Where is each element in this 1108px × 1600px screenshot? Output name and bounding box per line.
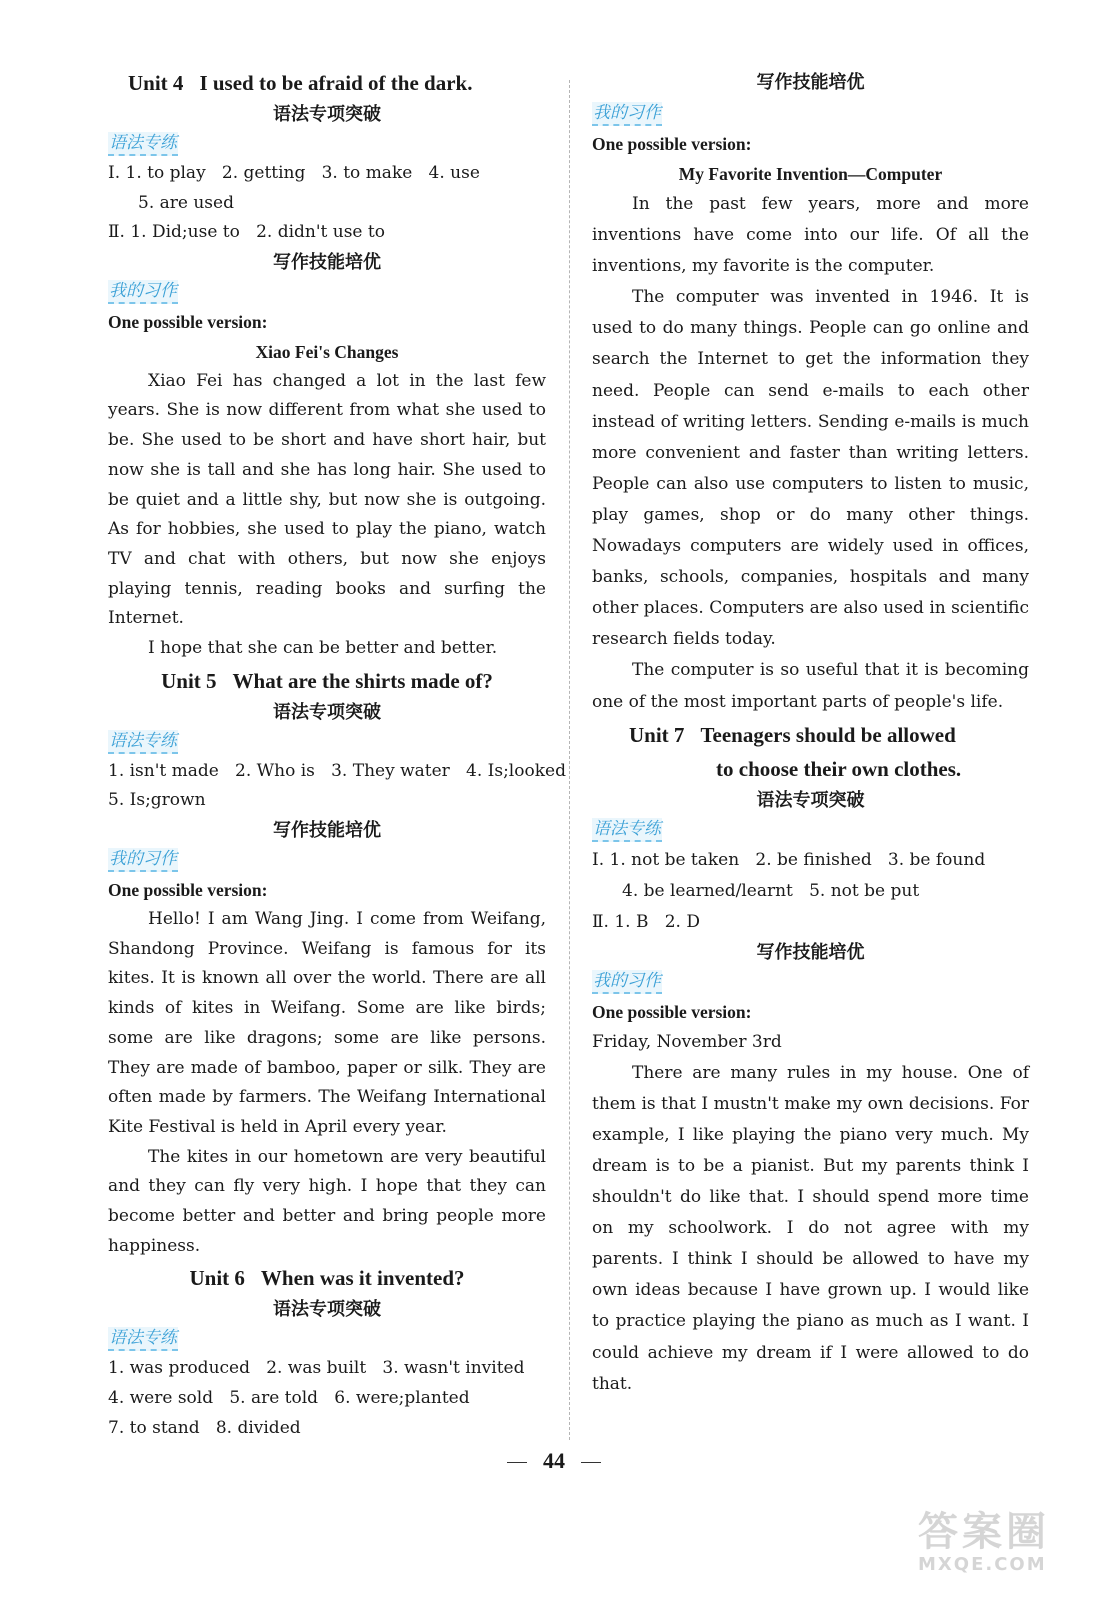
unit7-writing-heading: 写作技能培优 [756,941,865,963]
unit5-title [108,664,546,698]
unit5-grammar-line-1: 1. isn't made 2. Who is 3. They water 4. Is;looked [108,760,566,781]
left-column [108,66,566,1443]
watermark-url: MXQE.COM [918,1554,1047,1575]
unit7-grammar-heading: 语法专项突破 [756,789,865,811]
unit7-title [592,718,1029,786]
unit4-grammar-tag: 语法专练 [108,132,178,156]
unit4-grammar-line-3: Ⅱ. 1. Did;use to 2. didn't use to [108,222,385,243]
unit6-grammar-tag: 语法专练 [108,1327,178,1351]
unit6-grammar-line-3: 7. to stand 8. divided [108,1417,301,1438]
watermark-text: 答案圈 [918,1509,1050,1555]
unit6-version-label: One possible version: [592,134,752,154]
unit7-grammar-line-2: 4. be learned/learnt 5. not be put [622,880,920,901]
unit6-essay-title: My Favorite Invention—Computer [678,164,943,184]
unit4-essay-para-2: I hope that she can be better and better. [148,638,498,659]
unit4-writing-tag: 我的习作 [108,280,178,304]
unit7-title-line-1: Teenagers should be allowed [700,722,956,747]
unit6-grammar-heading: 语法专项突破 [273,1299,381,1321]
right-column [592,66,1029,1400]
unit7-grammar-tag: 语法专练 [592,818,662,842]
unit6-title [108,1261,546,1295]
unit5-version-label: One possible version: [108,880,268,900]
unit6-essay-para-3: The computer is so useful that it is becoming one of the most important parts of people's life. [592,660,1029,712]
column-divider [569,80,570,1440]
unit4-title-text: I used to be afraid of the dark. [199,71,473,95]
unit6-essay-para-2: The computer was invented in 1946. It is used to do many things. People can go online and search the Internet to get the information they need. People can send e-mails to each other instead of writing letters. Sending e-mails is much more convenient and faster than writing letters. People can also use computers to listen to music, play games, shop or do many other things. Nowadays computers are widely used in offices, banks, schools, companies, hospitals and many other places. Computers are also used in scientific research fields today. [592,287,1029,650]
page-number [0,1448,1108,1474]
unit6-number: Unit 6 [189,1266,245,1291]
unit6-essay-para-1: In the past few years, more and more inventions have come into our life. Of all the inventions, my favorite is the computer. [592,194,1029,277]
unit5-essay-para-2: The kites in our hometown are very beautiful and they can fly very high. I hope that they can become better and better and bring people more happiness. [108,1146,546,1256]
unit6-grammar-line-2: 4. were sold 5. are told 6. were;planted [108,1388,470,1409]
unit5-grammar-tag: 语法专练 [108,730,178,754]
unit7-grammar-line-1: Ⅰ. 1. not be taken 2. be finished 3. be found [592,849,986,870]
unit4-title [108,66,546,100]
unit4-version-label: One possible version: [108,311,268,332]
unit7-diary-date: Friday, November 3rd [592,1031,782,1052]
watermark-logo [918,1510,1090,1582]
unit6-grammar-line-1: 1. was produced 2. was built 3. wasn't invited [108,1358,525,1379]
unit6-writing-heading: 写作技能培优 [756,72,865,93]
unit4-essay-para-1: Xiao Fei has changed a lot in the last few years. She is now different from what she used to be. She used to be short and have short hair, but now she is tall and she has long hair. She used to be quiet and a little shy, but now she is outgoing. As for hobbies, she used to play the piano, watch TV and chat with others, but now she enjoys playing tennis, reading books and surfing the Internet. [108,370,546,629]
unit4-writing-heading: 写作技能培优 [273,251,381,273]
unit5-grammar-heading: 语法专项突破 [273,701,381,723]
unit7-title-line-2: to choose their own clothes. [716,756,962,781]
unit5-essay-para-1: Hello! I am Wang Jing. I come from Weifang, Shandong Province. Weifang is famous for its kites. It is known all over the world. There are all kinds of kites in Weifang. Some are like birds; some are like dragons; some are like persons. They are made of bamboo, paper or silk. They are often made by farmers. The Weifang International Kite Festival is held in April every year. [108,909,546,1137]
unit4-grammar-line-2: 5. are used [138,192,234,213]
page-number-text: 44 [543,1448,565,1473]
unit5-number: Unit 5 [161,668,217,693]
unit5-writing-tag: 我的习作 [108,848,178,872]
unit4-essay-title: Xiao Fei's Changes [255,341,399,362]
unit7-writing-tag: 我的习作 [592,970,662,994]
unit5-writing-heading: 写作技能培优 [273,820,381,841]
unit4-number: Unit 4 [128,71,184,95]
unit7-essay-para-1: There are many rules in my house. One of them is that I mustn't make my own decisions. For example, I like playing the piano very much. My dream is to be a pianist. But my parents think I shouldn't do like that. I should spend more time on my schoolwork. I do not agree with my parents. I think I should be allowed to have my own ideas because I have grown up. I would like to practice playing the piano as much as I want. I could achieve my dream if I were allowed to do that. [592,1062,1029,1394]
unit7-version-label: One possible version: [592,1001,752,1022]
unit5-grammar-line-2: 5. Is;grown [108,790,206,811]
unit6-title-text: When was it invented? [260,1266,465,1291]
unit6-writing-tag: 我的习作 [592,102,662,126]
unit7-number: Unit 7 [629,722,685,747]
unit7-grammar-line-3: Ⅱ. 1. B 2. D [592,911,700,932]
unit5-title-text: What are the shirts made of? [232,668,493,693]
unit4-grammar-heading: 语法专项突破 [273,104,381,125]
unit4-grammar-line-1: Ⅰ. 1. to play 2. getting 3. to make 4. use [108,163,480,183]
